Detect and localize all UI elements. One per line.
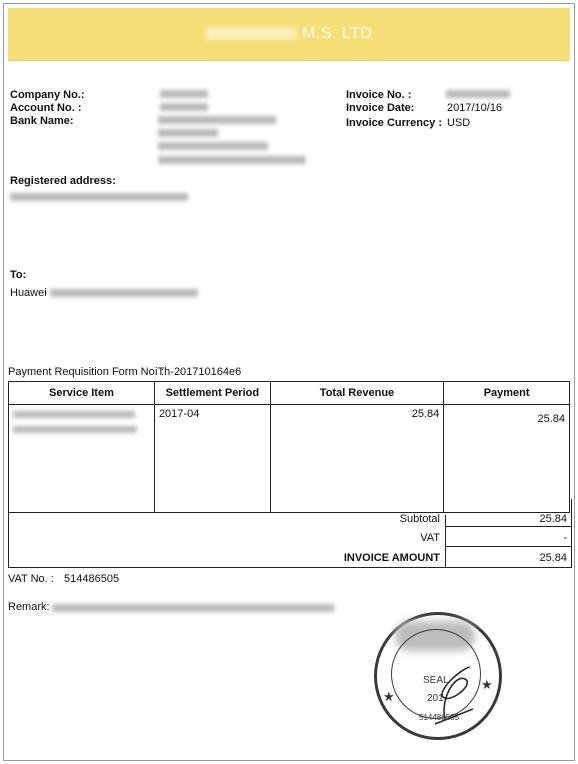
- totals-rule: [445, 546, 571, 547]
- column-header-payment: Payment: [444, 382, 570, 405]
- redacted-remark: [52, 604, 334, 612]
- invoice-date-value: 2017/10/16: [447, 102, 503, 114]
- to-label: To:: [10, 269, 27, 281]
- invoice-date-label: Invoice Date:: [346, 102, 415, 114]
- cell-total-revenue: 25.84: [270, 405, 444, 513]
- vat-no-label: VAT No. :: [8, 573, 54, 585]
- stamp-seal-text: SEAL: [423, 675, 449, 686]
- redacted-service-item-line2: [13, 426, 137, 433]
- table-header-row: [9, 382, 570, 405]
- company-no-label: Company No.:: [10, 89, 85, 101]
- redacted-bank-name-line1: [158, 116, 276, 124]
- redacted-company-name: [206, 27, 296, 40]
- redacted-bank-name-line2: [158, 129, 218, 137]
- company-name: [8, 25, 570, 43]
- invoice-amount-value: 25.84: [539, 552, 567, 564]
- company-stamp: [374, 612, 502, 740]
- totals-section: [8, 499, 572, 568]
- company-suffix: M.S. LTD: [301, 25, 373, 42]
- subtotal-label: Subtotal: [399, 513, 440, 525]
- payment-requisition-value: iTh-201710164e6: [155, 366, 242, 378]
- redacted-bank-name-line4: [158, 156, 306, 164]
- vat-value: -: [563, 532, 567, 544]
- vat-label: VAT: [420, 532, 440, 544]
- redacted-company-no: [160, 90, 208, 98]
- invoice-header: [8, 8, 570, 61]
- star-icon: ★: [481, 677, 493, 692]
- column-header-settlement-period: Settlement Period: [154, 382, 270, 405]
- subtotal-value: 25.84: [539, 513, 567, 525]
- signature-scribble: [415, 659, 485, 729]
- to-value: Huawei: [10, 287, 47, 299]
- invoice-no-label: Invoice No. :: [346, 89, 412, 101]
- column-header-service-item: Service Item: [9, 382, 155, 405]
- column-header-total-revenue: Total Revenue: [270, 382, 444, 405]
- redacted-registered-address: [10, 193, 188, 201]
- invoice-items-table: [8, 381, 570, 513]
- stamp-number-text: 514486505: [419, 713, 460, 722]
- stamp-year-text: 201: [427, 693, 444, 704]
- cell-payment: 25.84: [444, 405, 570, 513]
- invoice-currency-value: USD: [447, 117, 471, 129]
- cell-service-item: [9, 405, 155, 513]
- invoice-amount-row: [9, 548, 571, 568]
- invoice-amount-label: INVOICE AMOUNT: [343, 552, 440, 564]
- redacted-service-item-line1: [13, 411, 135, 418]
- vat-row: [9, 528, 571, 548]
- invoice-currency-label: Invoice Currency :: [346, 117, 442, 129]
- redacted-bank-name-line3: [158, 142, 268, 150]
- account-no-label: Account No. :: [10, 102, 82, 114]
- redacted-invoice-no: [446, 90, 510, 98]
- table-row: [9, 405, 570, 513]
- bank-name-label: Bank Name:: [10, 115, 74, 127]
- registered-address-label: Registered address:: [10, 175, 116, 187]
- cell-settlement-period: 2017-04: [154, 405, 270, 513]
- star-icon: ★: [383, 689, 395, 704]
- totals-rule: [445, 526, 571, 527]
- payment-requisition-label: Payment Requisition Form No. :: [8, 366, 164, 378]
- remark-label: Remark:: [8, 601, 50, 613]
- redacted-account-no: [160, 103, 208, 111]
- vat-no-value: 514486505: [64, 573, 120, 585]
- redacted-recipient: [50, 289, 198, 297]
